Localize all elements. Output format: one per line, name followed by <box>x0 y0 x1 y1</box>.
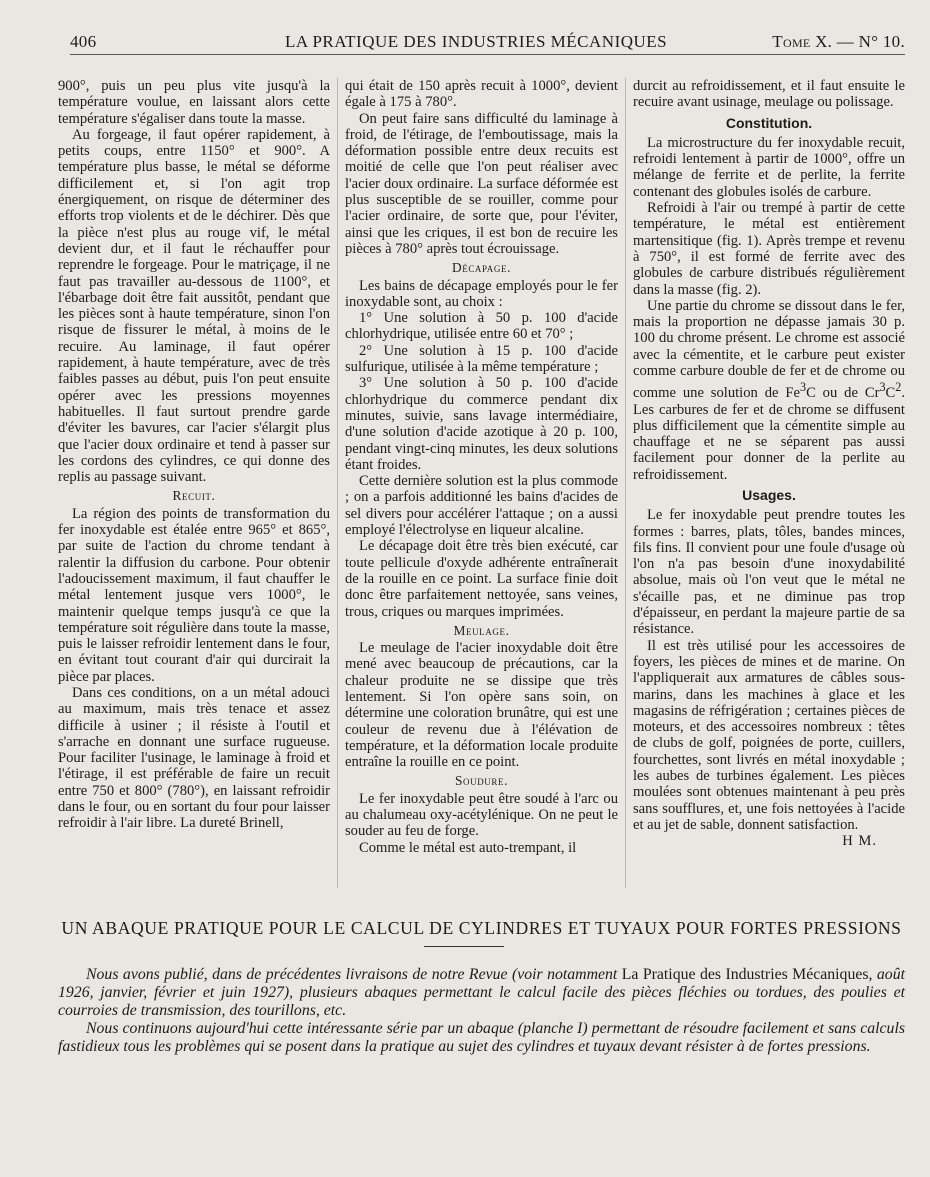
paragraph: Le fer inoxydable peut être soudé à l'arc ou au chalumeau oxy-acétylénique. On ne peut le souder au feu de forge. <box>345 790 618 840</box>
paragraph: La microstructure du fer inoxydable recuit, refroidi lentement à partir de 1000°, offre un mélange de ferrite et de perlite, la ferrite contenant des globules isolés de carbure. <box>633 134 905 200</box>
title-rule <box>424 946 504 947</box>
paragraph: Nous continuons aujourd'hui cette intéressante série par un abaque (planche I) permettant de résoudre facilement et sans calculs fastidieux tous les problèmes qui se posent dans la pratique au sujet des cylindres et tuyaux devant résister à de fortes pressions. <box>58 1020 905 1055</box>
paragraph: Refroidi à l'air ou trempé à partir de cette température, le métal est entièrement martensitique (fig. 1). Après trempe et revenu à 750°, il est formé de ferrite avec des globules de carbure distribués régulièrement dans la masse (fig. 2). <box>633 200 905 298</box>
issue-info: Tome X. — N° 10. <box>772 32 905 51</box>
section-heading-soudure: Soudure. <box>454 773 509 789</box>
text-run: C <box>885 385 896 402</box>
column-divider <box>337 78 338 888</box>
column-1 <box>58 78 330 832</box>
superscript: 3 <box>799 380 807 395</box>
text-run: . Les carbures de fer et de chrome se diffusent plus difficilement que la cémentite simple au chauffage et ne se séparent pas aussi facilement pour donner de la perlite au refroidissement. <box>633 385 905 483</box>
column-divider <box>625 78 626 888</box>
section-heading-decapage: Décapage. <box>451 260 512 276</box>
author-signature: H M. <box>842 833 877 850</box>
article-title: UN ABAQUE PRATIQUE POUR LE CALCUL DE CYLINDRES ET TUYAUX POUR FORTES PRESSIONS <box>61 918 902 938</box>
paragraph <box>58 966 905 1020</box>
paragraph: Le meulage de l'acier inoxydable doit être mené avec beaucoup de précautions, car la chaleur produite ne se dissipe que très lentement. Si l'on opère sans soin, on détermine une coloration brunâtre, qui est une couleur de revenu due à l'élévation de température, et la déformation locale produite entraîne la rouille en ce point. <box>345 640 618 771</box>
paragraph: Le décapage doit être très bien exécuté, car toute pellicule d'oxyde adhérente entraînerait de la rouille en ce point. La surface finie doit donc être parfaitement nettoyée, sans veines, trous, criques ou marques imprimées. <box>345 538 618 620</box>
list-item: 2° Une solution à 15 p. 100 d'acide sulfurique, utilisée à la même température ; <box>345 342 618 376</box>
paragraph <box>633 637 905 850</box>
paragraph <box>633 298 905 483</box>
paragraph: On peut faire sans difficulté du laminage à froid, de l'étirage, de l'emboutissage, mais la déformation possible entre deux recuits est moitié de celle que l'on peut réaliser avec l'acier doux ordinaire. La surface déformée est plus susceptible de se rouiller, comme pour l'acier ordinaire, de sorte que, pour l'éviter, ainsi que les criques, il est bon de recuire les pièces à 780° après tout écrouissage. <box>345 110 618 257</box>
paragraph: La région des points de transformation du fer inoxydable est étalée entre 965° et 865°, par suite de l'action du chrome tendant à ralentir la diffusion du carbone. Pour obtenir l'adoucissement maximum, il faut chauffer le métal lentement jusque vers 1000°, le maintenir quelque temps jusqu'à ce que la température soit régulière dans toute la masse, puis le laisser refroidir lentement dans le four, en évitant tout courant d'air qui durcirait la pièce par places. <box>58 505 330 685</box>
column-3 <box>633 78 905 850</box>
column-2 <box>345 78 618 856</box>
header-rule <box>70 54 905 55</box>
paragraph: Cette dernière solution est la plus commode ; on a parfois additionné les bains d'acides de sel divers pour accélérer l'attaque ; on a aussi employé l'électrolyse en liqueur alcaline. <box>345 473 618 539</box>
paragraph: Comme le métal est auto-trempant, il <box>359 839 577 856</box>
running-header <box>70 30 905 56</box>
journal-title: LA PRATIQUE DES INDUSTRIES MÉCANIQUES <box>285 32 668 51</box>
superscript: 2 <box>895 380 902 395</box>
list-item: 3° Une solution à 50 p. 100 d'acide chlorhydrique du commerce pendant dix minutes, suivie, sans lavage intermédiaire, d'une solution d'acide azotique à 20 p. 100, pendant vingt-cinq minutes, les deux solutions étant froides. <box>345 375 618 473</box>
paragraph: Les bains de décapage employés pour le fer inoxydable sont, au choix : <box>345 277 618 310</box>
page-number: 406 <box>70 32 97 51</box>
section-heading-constitution: Constitution. <box>725 114 813 131</box>
section-heading-usages: Usages. <box>742 486 796 503</box>
section-heading-recuit: Recuit. <box>172 488 216 504</box>
paragraph: Le fer inoxydable peut prendre toutes les formes : barres, plats, tôles, bandes minces, fils fins. Il convient pour une foule d'usage où l'on n'a pas besoin d'une inoxydabilité absolue, mais où l'on veut que le métal ne s'écaille pas, et ne diminue pas trop d'épaisseur, en perdant la majeure partie de sa résistance. <box>633 507 905 638</box>
paragraph: Dans ces conditions, on a un métal adouci au maximum, mais très tenace et assez difficile à usiner ; il résiste à l'outil et s'arrache en donnant une surface rugueuse. Pour faciliter l'usinage, le laminage à froid et l'étirage, il est préférable de faire un recuit entre 750 et 800° (780°), en laissant refroidir dans le four, ou en sortant du four pour laisser refroidir à l'air libre. La dureté Brinell, <box>58 684 330 832</box>
text-run: , août 1926, janvier, février et juin 1927), plusieurs abaques permettant le calcul facile des pièces fléchies ou tordues, des poulies et courroies de transmission, des tourillons, etc. <box>58 966 905 1019</box>
article-intro <box>58 966 905 1056</box>
paragraph: 900°, puis un peu plus vite jusqu'à la température voulue, en laissant alors cette température s'égaliser dans toute la masse. <box>58 78 330 127</box>
paragraph: qui était de 150 après recuit à 1000°, devient égale à 175 à 780°. <box>345 78 618 111</box>
text-run: Une partie du chrome se dissout dans le fer, mais la proportion ne dépasse jamais 30 p. 100 du chrome présent. Le chrome est associé avec la cémentite, et le carbure peut exister comme carbure double de fer et de chrome ou comme une solution de Fe <box>633 297 905 402</box>
text-run: Nous avons publié, dans de précédentes livraisons de notre Revue (voir notamment <box>86 966 622 983</box>
text-run: C ou de Cr <box>806 385 880 402</box>
journal-name: La Pratique des Industries Mécaniques <box>621 966 869 983</box>
paragraph: Au forgeage, il faut opérer rapidement, à petits coups, entre 1150° et 900°. A température plus basse, le métal se déforme difficilement et, si l'on agit trop énergiquement, on risque de déterminer des efforts trop violents et de le déchirer. Dès que la pièce n'est plus au rouge vif, le métal devient dur, et il faut le réchauffer pour reprendre le forgeage. Pour le matriçage, il ne faut pas travailler au-dessous de 1100°, et l'ébarbage doit être fait aussitôt, pendant que les pièces sont à haute température, sinon l'on risque de fissurer le métal, à moins de le recuire. Au laminage, il faut opérer rapidement, à haute température, avec de très faibles passes au début, puis l'on peut ensuite opérer avec les pressions moyennes habituelles. Il faut surtout prendre garde d'éviter les bavures, car l'acier s'élargit plus que l'acier doux ordinaire et tend à passer sur les cordons des cylindres, ce qui donne des replis au passage suivant. <box>58 126 330 486</box>
section-heading-meulage: Meulage. <box>453 622 510 638</box>
text-run: Il est très utilisé pour les accessoires de foyers, les pièces de mines et de marine. On l'appliquerait aux armatures de câbles sous-marins, dans les machines à glace et les magasins de réfrigération ; certaines pièces de moteurs, et des accessoires nombreux : têtes de clubs de golf, poignées de porte, cuillers, fourchettes, sont livrés en métal inoxydable ; les aubes de turbines également. Les pièces moulées sont obtenues maintenant à peu près sans soufflures, et, une fois nettoyées à l'acide et au jet de sable, donnent satisfaction. <box>633 637 905 833</box>
list-item: 1° Une solution à 50 p. 100 d'acide chlorhydrique, utilisée entre 60 et 70° ; <box>345 310 618 343</box>
paragraph: durcit au refroidissement, et il faut ensuite le recuire avant usinage, meulage ou polissage. <box>633 78 905 111</box>
superscript: 3 <box>879 380 886 395</box>
